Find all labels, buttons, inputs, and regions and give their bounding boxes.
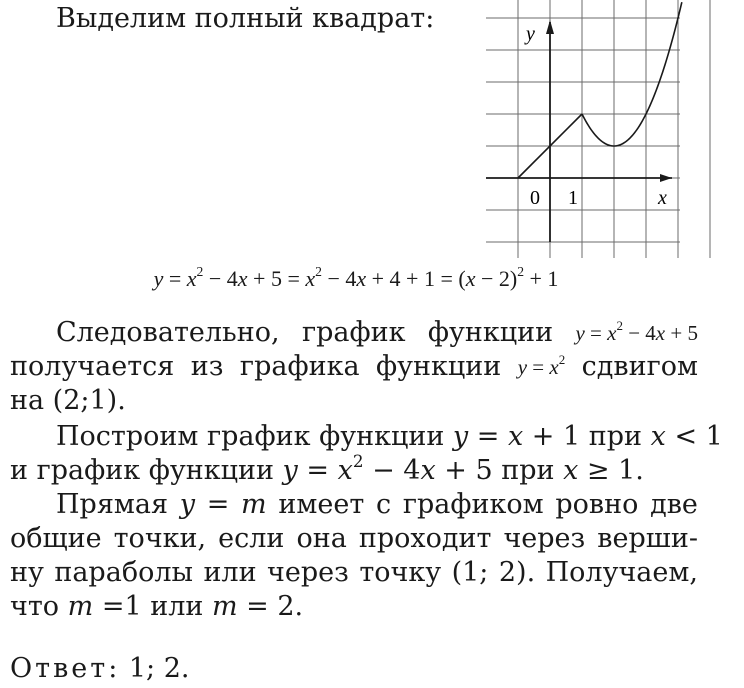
inline-formula-1: $y = x^2 - 4x + 5$	[575, 318, 698, 345]
x-axis-label: x	[658, 187, 667, 209]
para3-line4: что m =1 или m = 2.	[10, 591, 304, 622]
para1-line2: получается из графика функции $y = x^2$ сдвигом	[10, 351, 698, 382]
answer-label: Ответ:	[10, 653, 121, 684]
function-graph	[486, 16, 680, 242]
heading: Выделим полный квадрат:	[56, 3, 435, 34]
y-axis-label: y	[526, 23, 535, 45]
para1-line3: на (2;1).	[10, 385, 126, 416]
origin-label: 0	[530, 187, 540, 209]
para3-line2: общие точки, если она проходит через верши-	[10, 523, 698, 554]
para2-line2: и график функции $y = x^2 - 4x + 5$ при x ≥ 1.	[10, 451, 644, 486]
answer	[10, 652, 698, 686]
para1-line1: Следовательно, график функции $y = x^2 - 4x + 5$	[56, 317, 698, 348]
para3-line3: ну параболы или через точку (1; 2). Получаем,	[10, 557, 698, 588]
complete-square-formula: $y = x^2 - 4x + 5 = x^2 - 4x + 4 + 1 = (x - 2)^2 + 1$	[153, 263, 559, 291]
parabola-branch	[582, 2, 682, 146]
tick-label-one: 1	[568, 187, 578, 209]
y-axis-arrow	[546, 20, 554, 34]
inline-formula-2: $y = x^2$	[517, 352, 566, 379]
para3-line1: Прямая y = m имеет с графиком ровно две	[56, 489, 698, 520]
para2-line1: Построим график функции y = x + 1 при x < 1	[56, 421, 723, 452]
graph-grid	[486, 0, 710, 258]
answer-value: 1; 2.	[120, 653, 190, 684]
graph-axes	[486, 20, 672, 242]
x-axis-arrow	[660, 174, 672, 182]
